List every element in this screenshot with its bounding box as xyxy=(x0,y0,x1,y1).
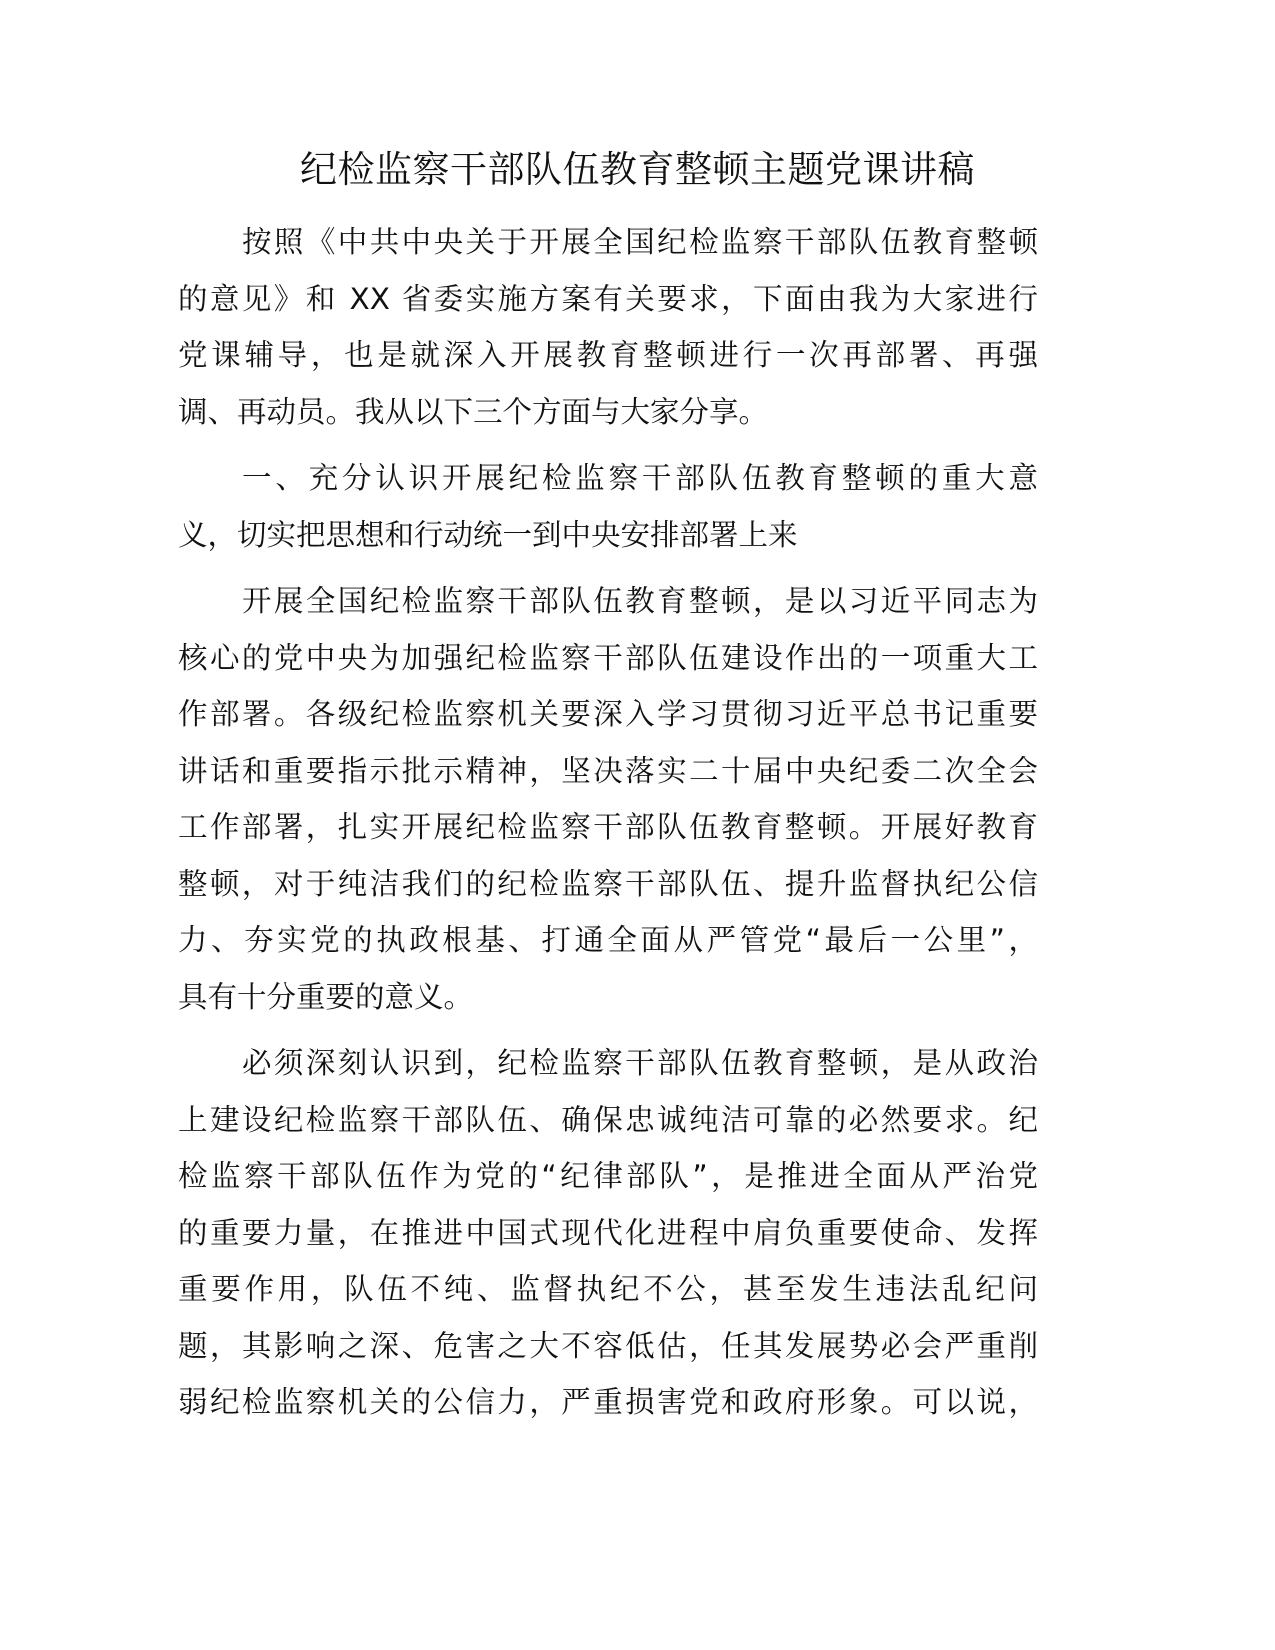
text-line: 整顿，对于纯洁我们的纪检监察干部队伍、提升监督执纪公信 xyxy=(178,866,1038,901)
text-line: 调、再动员。我从以下三个方面与大家分享。 xyxy=(178,394,769,429)
paragraph-requirement xyxy=(178,1035,1038,1431)
paragraph-significance xyxy=(178,573,1038,1025)
text-line: 讲话和重要指示批示精神，坚决落实二十届中央纪委二次全会 xyxy=(178,753,1038,788)
text-line: 一、充分认识开展纪检监察干部队伍教育整顿的重大意 xyxy=(242,461,1038,495)
text-line: 按照《中共中央关于开展全国纪检监察干部队伍教育整顿 xyxy=(242,225,1038,259)
paragraph-intro xyxy=(178,214,1038,440)
text-line: 的意见》和 XX 省委实施方案有关要求，下面由我为大家进行 xyxy=(178,281,1038,316)
text-line: 题，其影响之深、危害之大不容低估，任其发展势必会严重削 xyxy=(178,1328,1038,1363)
text-line: 检监察干部队伍作为党的“纪律部队”，是推进全面从严治党 xyxy=(178,1159,1038,1193)
text-line: 开展全国纪检监察干部队伍教育整顿，是以习近平同志为 xyxy=(242,584,1038,618)
text-line: 作部署。各级纪检监察机关要深入学习贯彻习近平总书记重要 xyxy=(178,697,1038,731)
text-line: 上建设纪检监察干部队伍、确保忠诚纯洁可靠的必然要求。纪 xyxy=(178,1102,1038,1137)
text-line: 党课辅导，也是就深入开展教育整顿进行一次再部署、再强 xyxy=(178,338,1038,372)
text-line: 义，切实把思想和行动统一到中央安排部署上来 xyxy=(178,517,798,552)
text-line: 必须深刻认识到，纪检监察干部队伍教育整顿，是从政治 xyxy=(242,1046,1038,1080)
document-title: 纪检监察干部队伍教育整顿主题党课讲稿 xyxy=(300,148,975,191)
text-line: 力、夯实党的执政根基、打通全面从严管党“最后一公里”， xyxy=(178,923,1038,957)
text-line: 核心的党中央为加强纪检监察干部队伍建设作出的一项重大工 xyxy=(178,640,1038,675)
text-line: 弱纪检监察机关的公信力，严重损害党和政府形象。可以说， xyxy=(178,1385,1038,1419)
section-heading-1 xyxy=(178,450,1038,563)
document-body xyxy=(178,214,1038,1431)
text-line: 工作部署，扎实开展纪检监察干部队伍教育整顿。开展好教育 xyxy=(178,810,1038,844)
text-line: 具有十分重要的意义。 xyxy=(178,979,474,1014)
text-line: 的重要力量，在推进中国式现代化进程中肩负重要使命、发挥 xyxy=(178,1215,1038,1250)
text-line: 重要作用，队伍不纯、监督执纪不公，甚至发生违法乱纪问 xyxy=(178,1272,1038,1306)
